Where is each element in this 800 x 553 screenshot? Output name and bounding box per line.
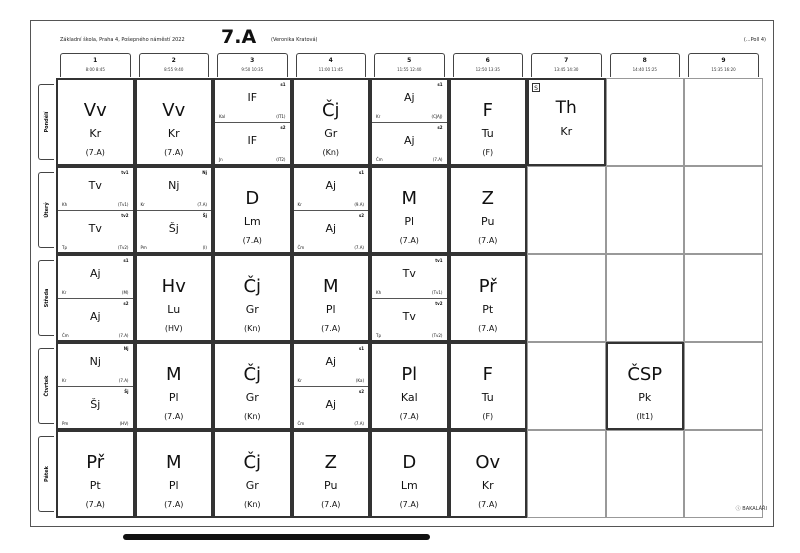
teacher: Kr <box>560 125 573 138</box>
lesson-cell[interactable] <box>527 78 606 166</box>
empty-slot[interactable] <box>684 342 763 430</box>
lesson-cell[interactable] <box>213 342 292 430</box>
period-header-6 <box>453 53 524 77</box>
room: (7.A) <box>164 412 184 421</box>
period-time: 11:55 12:40 <box>397 67 422 72</box>
subject: IF <box>247 91 258 104</box>
subject: Z <box>324 452 337 473</box>
lesson-cell-split[interactable] <box>135 166 214 254</box>
lesson-cell-split[interactable] <box>370 254 449 342</box>
horizontal-scrollbar[interactable] <box>123 534 430 540</box>
room: (7.A) <box>164 500 184 509</box>
period-time: 11:00 11:45 <box>318 67 343 72</box>
room: (7.A) <box>478 324 498 333</box>
subject: Př <box>478 276 497 297</box>
day-name: Pondělí <box>43 111 50 133</box>
group-lesson[interactable] <box>372 122 447 165</box>
header-note: (...Poll 4) <box>743 37 766 43</box>
room: (7.A) <box>354 245 364 250</box>
subject: Aj <box>325 398 337 411</box>
group-lesson[interactable] <box>137 168 212 210</box>
subject: Tv <box>402 267 416 280</box>
teacher: Čm <box>297 421 305 426</box>
day-label-2 <box>38 172 54 248</box>
school-name: Základní škola, Praha 4, Pošepného náměstí 2022 <box>60 37 185 43</box>
teacher: Tp <box>62 245 67 250</box>
group-label: tv2 <box>121 213 129 218</box>
teacher: Kr <box>297 202 302 207</box>
day-name: Čtvrtek <box>43 375 50 397</box>
group-label: tv1 <box>121 170 129 175</box>
lesson-cell[interactable] <box>292 254 371 342</box>
room: (HV) <box>164 324 183 333</box>
teacher: Kr <box>62 290 67 295</box>
teacher: Čm <box>297 245 305 250</box>
lesson-cell[interactable] <box>449 166 528 254</box>
group-lesson[interactable] <box>294 386 369 429</box>
room: (F) <box>482 148 494 157</box>
room: (M) <box>121 290 129 295</box>
group-lesson[interactable] <box>215 80 290 122</box>
room: (7.A) <box>197 202 207 207</box>
room: (Kn) <box>243 324 261 333</box>
class-title: 7.A <box>221 26 257 48</box>
subject: ČSP <box>627 364 663 385</box>
room: (Kn) <box>243 500 261 509</box>
group-label: Nj <box>202 170 207 175</box>
period-number: 9 <box>721 57 726 64</box>
period-time: 9:50 10:35 <box>241 67 264 72</box>
teacher: Kh <box>376 290 382 295</box>
room: (7.A) <box>399 236 419 245</box>
group-label: Šj <box>124 389 129 394</box>
lesson-cell-split[interactable] <box>56 166 135 254</box>
room: (Kn) <box>322 148 340 157</box>
teacher: Kr <box>481 479 494 492</box>
subject: D <box>402 452 417 473</box>
group-label: Nj <box>123 346 129 351</box>
period-number: 6 <box>485 57 490 64</box>
lesson-cell[interactable] <box>449 430 528 518</box>
subject: Šj <box>168 222 179 235</box>
room: (7.A) <box>399 412 419 421</box>
lesson-cell[interactable] <box>606 342 685 430</box>
teacher: Kh <box>62 202 68 207</box>
teacher: Gr <box>245 303 259 316</box>
empty-slot[interactable] <box>606 430 685 518</box>
group-label: s2 <box>358 389 364 394</box>
room: (7.A) <box>118 333 129 338</box>
group-lesson[interactable] <box>372 298 447 341</box>
group-label: s2 <box>437 125 443 130</box>
period-time: 8:55 9:40 <box>164 67 184 72</box>
substitution-marker: S <box>532 83 540 92</box>
subject: Aj <box>403 134 415 147</box>
subject: Čj <box>243 452 262 473</box>
day-name: Pátek <box>43 465 50 483</box>
group-label: s1 <box>123 258 129 263</box>
teacher: Čm <box>62 333 69 338</box>
period-number: 1 <box>93 57 98 64</box>
group-lesson[interactable] <box>215 122 290 165</box>
room: (7.A) <box>432 157 443 162</box>
group-lesson[interactable] <box>58 210 133 253</box>
subject: Ov <box>475 452 501 473</box>
lesson-cell[interactable] <box>370 166 449 254</box>
subject: Čj <box>321 100 340 121</box>
teacher: Kal <box>400 391 418 404</box>
group-label: s2 <box>280 125 286 130</box>
teacher: Gr <box>245 479 259 492</box>
day-label-1 <box>38 84 54 160</box>
empty-slot[interactable] <box>684 78 763 166</box>
lesson-cell[interactable] <box>449 342 528 430</box>
group-lesson[interactable] <box>58 168 133 210</box>
period-number: 4 <box>328 57 333 64</box>
period-number: 5 <box>407 57 412 64</box>
teacher: Lu <box>167 303 181 316</box>
teacher: Gr <box>245 391 259 404</box>
group-label: s1 <box>280 82 286 87</box>
subject: Tv <box>88 222 102 235</box>
teacher: Pl <box>168 391 179 404</box>
empty-slot[interactable] <box>527 166 606 254</box>
room: (7.A) <box>118 378 129 383</box>
day-label-5 <box>38 436 54 512</box>
teacher: Lm <box>400 479 418 492</box>
room: (Tv2) <box>432 333 443 338</box>
teacher: Pu <box>481 215 495 228</box>
day-name: Středa <box>43 288 50 308</box>
group-label: tv2 <box>435 301 443 306</box>
subject: Tv <box>402 310 416 323</box>
subject: F <box>482 364 493 385</box>
lesson-cell[interactable] <box>213 254 292 342</box>
subject: Aj <box>89 267 101 280</box>
day-name: Úterý <box>43 202 50 218</box>
group-lesson[interactable] <box>58 298 133 341</box>
empty-slot[interactable] <box>527 342 606 430</box>
group-label: s1 <box>358 346 364 351</box>
teacher: Pm <box>62 421 69 426</box>
group-label: s1 <box>358 170 364 175</box>
empty-slot[interactable] <box>606 78 685 166</box>
room: (F) <box>482 412 494 421</box>
period-time: 13:45 14:30 <box>554 67 579 72</box>
subject: Tv <box>88 179 102 192</box>
period-header-3 <box>217 53 288 77</box>
lesson-cell[interactable] <box>370 430 449 518</box>
period-time: 12:50 13:35 <box>475 67 500 72</box>
group-lesson[interactable] <box>58 386 133 429</box>
teacher: Pm <box>140 245 147 250</box>
subject: Z <box>481 188 494 209</box>
subject: F <box>482 100 493 121</box>
empty-slot[interactable] <box>606 166 685 254</box>
subject: M <box>165 364 182 385</box>
lesson-cell[interactable] <box>56 430 135 518</box>
subject: Př <box>86 452 105 473</box>
lesson-cell[interactable] <box>449 254 528 342</box>
group-label: Šj <box>202 213 207 218</box>
teacher: Pl <box>404 215 415 228</box>
period-number: 3 <box>250 57 255 64</box>
room: (7.A) <box>399 500 419 509</box>
period-number: 7 <box>564 57 569 64</box>
room: (Tv1) <box>432 290 443 295</box>
lesson-cell-split[interactable] <box>56 254 135 342</box>
teacher: Pu <box>324 479 338 492</box>
room: (I) <box>202 245 207 250</box>
teacher: Tp <box>376 333 381 338</box>
teacher: Gr <box>324 127 338 140</box>
empty-slot[interactable] <box>527 254 606 342</box>
room: (Kn) <box>243 412 261 421</box>
lesson-cell-split[interactable] <box>292 166 371 254</box>
period-header-2 <box>139 53 210 77</box>
lesson-cell[interactable] <box>292 78 371 166</box>
subject: Hv <box>161 276 186 297</box>
lesson-cell-split[interactable] <box>56 342 135 430</box>
subject: Vv <box>162 100 186 121</box>
room: (CJAJ) <box>431 114 443 119</box>
teacher: Čm <box>376 157 383 162</box>
period-time: 15:35 16:20 <box>711 67 736 72</box>
room: (IT2) <box>276 157 286 162</box>
teacher: Pl <box>325 303 336 316</box>
period-header-5 <box>374 53 445 77</box>
lesson-cell[interactable] <box>370 342 449 430</box>
room: (IT1) <box>276 114 286 119</box>
period-number: 8 <box>642 57 647 64</box>
group-lesson[interactable] <box>372 256 447 298</box>
subject: Pl <box>401 364 418 385</box>
lesson-cell[interactable] <box>449 78 528 166</box>
lesson-cell[interactable] <box>213 430 292 518</box>
lesson-cell-split[interactable] <box>213 78 292 166</box>
lesson-cell-split[interactable] <box>370 78 449 166</box>
subject: IF <box>247 134 258 147</box>
group-lesson[interactable] <box>294 168 369 210</box>
subject: M <box>322 276 339 297</box>
room: (Ka) <box>355 378 364 383</box>
subject: D <box>245 188 260 209</box>
teacher: Kal <box>219 114 226 119</box>
group-label: tv1 <box>435 258 443 263</box>
room: (7.A) <box>478 236 498 245</box>
teacher: Lm <box>243 215 261 228</box>
period-time: 8:00 8:45 <box>85 67 105 72</box>
teacher: Pk <box>638 391 652 404</box>
room: (HV) <box>119 421 129 426</box>
lesson-cell[interactable] <box>135 78 214 166</box>
lesson-cell[interactable] <box>135 430 214 518</box>
room: (7.A) <box>354 421 364 426</box>
lesson-cell[interactable] <box>213 166 292 254</box>
teacher: Kr <box>62 378 67 383</box>
group-label: s1 <box>437 82 443 87</box>
subject: Aj <box>403 91 415 104</box>
group-label: s2 <box>123 301 129 306</box>
group-lesson[interactable] <box>58 344 133 386</box>
subject: Th <box>555 98 577 118</box>
lesson-cell[interactable] <box>135 342 214 430</box>
period-header-4 <box>296 53 367 77</box>
period-header-1 <box>60 53 131 77</box>
teacher: Kr <box>89 127 102 140</box>
subject: Aj <box>325 355 337 368</box>
teacher: Kr <box>297 378 302 383</box>
teacher: Tu <box>481 127 494 140</box>
room: (7.A) <box>164 148 184 157</box>
teacher: Tu <box>481 391 494 404</box>
empty-slot[interactable] <box>684 254 763 342</box>
day-label-4 <box>38 348 54 424</box>
group-label: s2 <box>358 213 364 218</box>
room: (It1) <box>636 412 654 421</box>
room: (7.A) <box>85 148 105 157</box>
lesson-cell[interactable] <box>292 430 371 518</box>
room: (7.A) <box>242 236 262 245</box>
room: (7.A) <box>321 324 341 333</box>
room: (7.A) <box>321 500 341 509</box>
period-number: 2 <box>171 57 176 64</box>
subject: Vv <box>83 100 107 121</box>
subject: Čj <box>243 276 262 297</box>
empty-slot[interactable] <box>606 254 685 342</box>
teacher: Kr <box>376 114 381 119</box>
room: (7.A) <box>85 500 105 509</box>
subject: Aj <box>325 179 337 192</box>
empty-slot[interactable] <box>527 430 606 518</box>
lesson-cell[interactable] <box>135 254 214 342</box>
period-header-8 <box>610 53 681 77</box>
teacher: Pt <box>482 303 494 316</box>
subject: M <box>401 188 418 209</box>
teacher: Kr <box>140 202 145 207</box>
class-teacher: (Veronika Kratová) <box>271 37 318 43</box>
room: (Tv2) <box>118 245 129 250</box>
teacher: Kr <box>167 127 180 140</box>
lesson-cell-split[interactable] <box>292 342 371 430</box>
teacher: Pl <box>168 479 179 492</box>
period-header-7 <box>531 53 602 77</box>
period-time: 14:40 15:25 <box>632 67 657 72</box>
subject: Šj <box>90 398 101 411</box>
subject: Nj <box>168 179 180 192</box>
teacher: Jn <box>219 157 223 162</box>
subject: Nj <box>89 355 101 368</box>
room: (Tv1) <box>118 202 129 207</box>
period-header-9 <box>688 53 759 77</box>
day-label-3 <box>38 260 54 336</box>
teacher: Pt <box>89 479 101 492</box>
subject: Aj <box>325 222 337 235</box>
room: (7.A) <box>478 500 498 509</box>
subject: Čj <box>243 364 262 385</box>
lesson-cell[interactable] <box>56 78 135 166</box>
group-lesson[interactable] <box>58 256 133 298</box>
empty-slot[interactable] <box>684 166 763 254</box>
group-lesson[interactable] <box>294 344 369 386</box>
subject: M <box>165 452 182 473</box>
room: (9.A) <box>354 202 364 207</box>
group-lesson[interactable] <box>294 210 369 253</box>
subject: Aj <box>89 310 101 323</box>
brand-logo: ⓘ BAKALÁŘI <box>735 506 767 512</box>
group-lesson[interactable] <box>137 210 212 253</box>
group-lesson[interactable] <box>372 80 447 122</box>
